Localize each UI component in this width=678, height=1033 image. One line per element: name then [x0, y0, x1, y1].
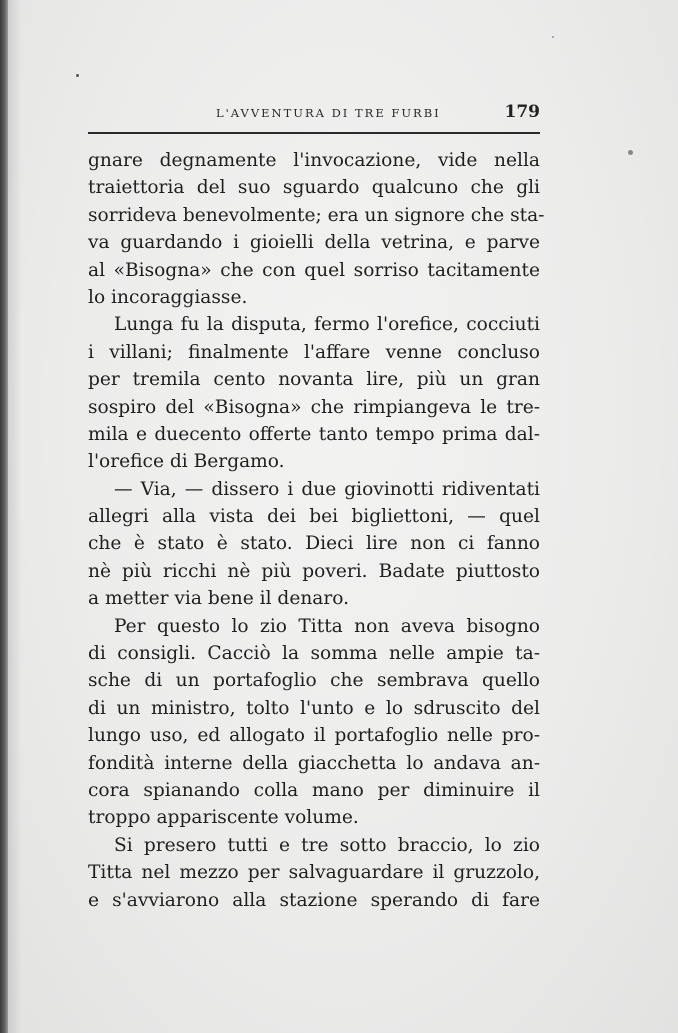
text-line: sorrideva benevolmente; era un signore che sta-: [88, 204, 545, 226]
paragraph-first-line: Si presero tutti e tre sotto braccio, lo zio: [114, 834, 540, 856]
text-line: di un ministro, tolto l'unto e lo sdruscito del: [88, 697, 540, 719]
text-line: troppo appariscente volume.: [88, 807, 359, 829]
text-line: i villani; finalmente l'affare venne concluso: [88, 341, 540, 363]
text-line: gnare degnamente l'invocazione, vide nella: [88, 150, 540, 171]
text-line: lo incoraggiasse.: [88, 286, 248, 308]
text-line: a metter via bene il denaro.: [88, 588, 350, 610]
paper-speck: [628, 150, 633, 155]
text-line: per tremila cento novanta lire, più un gran: [88, 369, 540, 391]
paragraph-first-line: — Via, — dissero i due giovinotti ridiventati: [114, 478, 540, 500]
text-line: l'orefice di Bergamo.: [88, 451, 285, 473]
text-line: fondità interne della giacchetta lo andava an-: [88, 752, 540, 774]
text-line: sche di un portafoglio che sembrava quello: [88, 670, 540, 692]
text-line: allegri alla vista dei bei bigliettoni, — quel: [88, 506, 540, 528]
text-line: nè più ricchi nè più poveri. Badate piuttosto: [88, 560, 540, 582]
text-line: al «Bisogna» che con quel sorriso tacitamente: [88, 259, 540, 281]
text-line: lungo uso, ed allogato il portafoglio nelle pro-: [88, 725, 540, 747]
running-title: L'AVVENTURA DI TRE FURBI: [216, 106, 441, 120]
text-line: e s'avviarono alla stazione sperando di fare: [88, 889, 540, 911]
text-line: va guardando i gioielli della vetrina, e parve: [88, 232, 540, 254]
text-line: mila e duecento offerte tanto tempo prima dal-: [88, 423, 540, 445]
text-line: sospiro del «Bisogna» che rimpiangeva le tre-: [88, 396, 540, 418]
text-line: Titta nel mezzo per salvaguardare il gruzzolo,: [88, 862, 540, 884]
header-rule: [88, 132, 540, 134]
paragraph-first-line: Per questo lo zio Titta non aveva bisogno: [114, 615, 540, 637]
book-spine: [0, 0, 8, 1033]
text-line: di consigli. Cacciò la somma nelle ampie ta-: [88, 643, 540, 665]
paragraph-first-line: Lunga fu la disputa, fermo l'orefice, cocciuti: [114, 314, 540, 336]
paper-speck: [552, 36, 554, 38]
page-number: 179: [504, 102, 540, 122]
running-header: [88, 102, 540, 128]
text-line: traiettoria del suo sguardo qualcuno che gli: [88, 177, 540, 199]
spine-shadow: [8, 0, 22, 1033]
text-line: cora spianando colla mano per diminuire il: [88, 779, 540, 801]
body-text: [88, 147, 545, 914]
text-line: che è stato è stato. Dieci lire non ci fanno: [88, 533, 540, 555]
paper-speck: [76, 74, 79, 77]
